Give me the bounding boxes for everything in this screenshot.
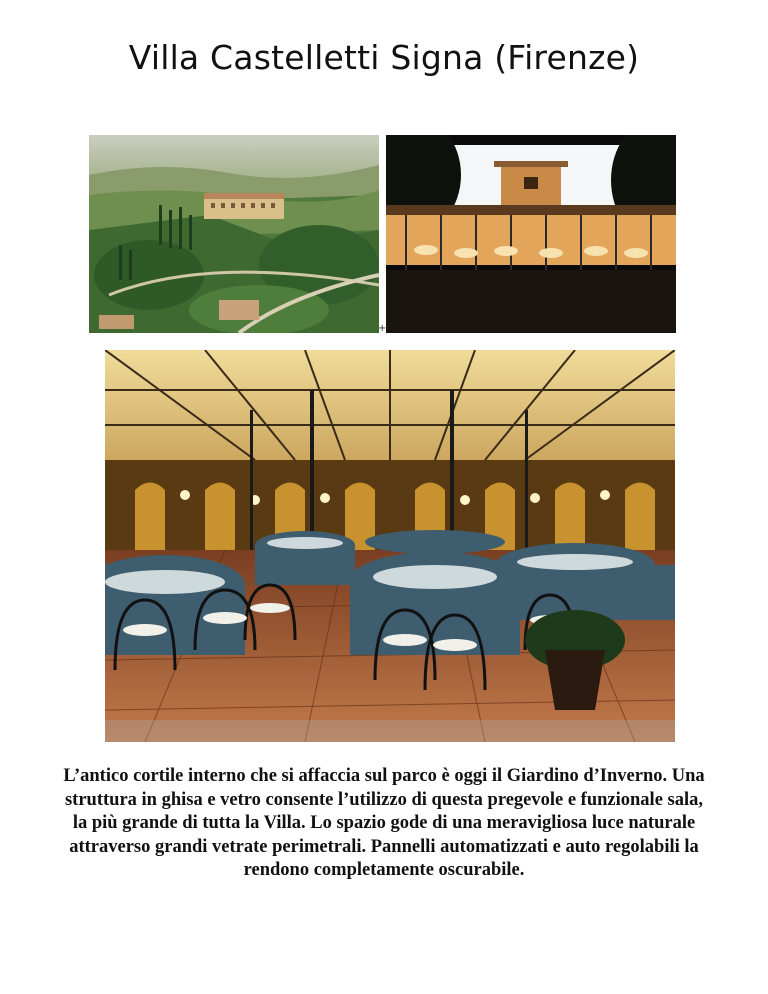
page-title: Villa Castelletti Signa (Firenze) (128, 38, 640, 77)
aerial-villa-photo (89, 135, 379, 333)
night-courtyard-photo (386, 135, 676, 333)
winter-garden-hall-photo (105, 350, 675, 742)
marker-plus: + (378, 323, 387, 334)
caption-text: L’antico cortile interno che si affaccia sul parco è oggi il Giardino d’Inverno. Una struttura in ghisa e vetro consente l’utilizzo di questa pregevole e funzionale sala, la più grande di tutta la Villa. Lo spazio gode di una meravigliosa luce naturale attraverso grandi vetrate perimetrali. Pannelli automatizzati e auto regolabili la rendono completamente oscurabile. (63, 766, 705, 880)
